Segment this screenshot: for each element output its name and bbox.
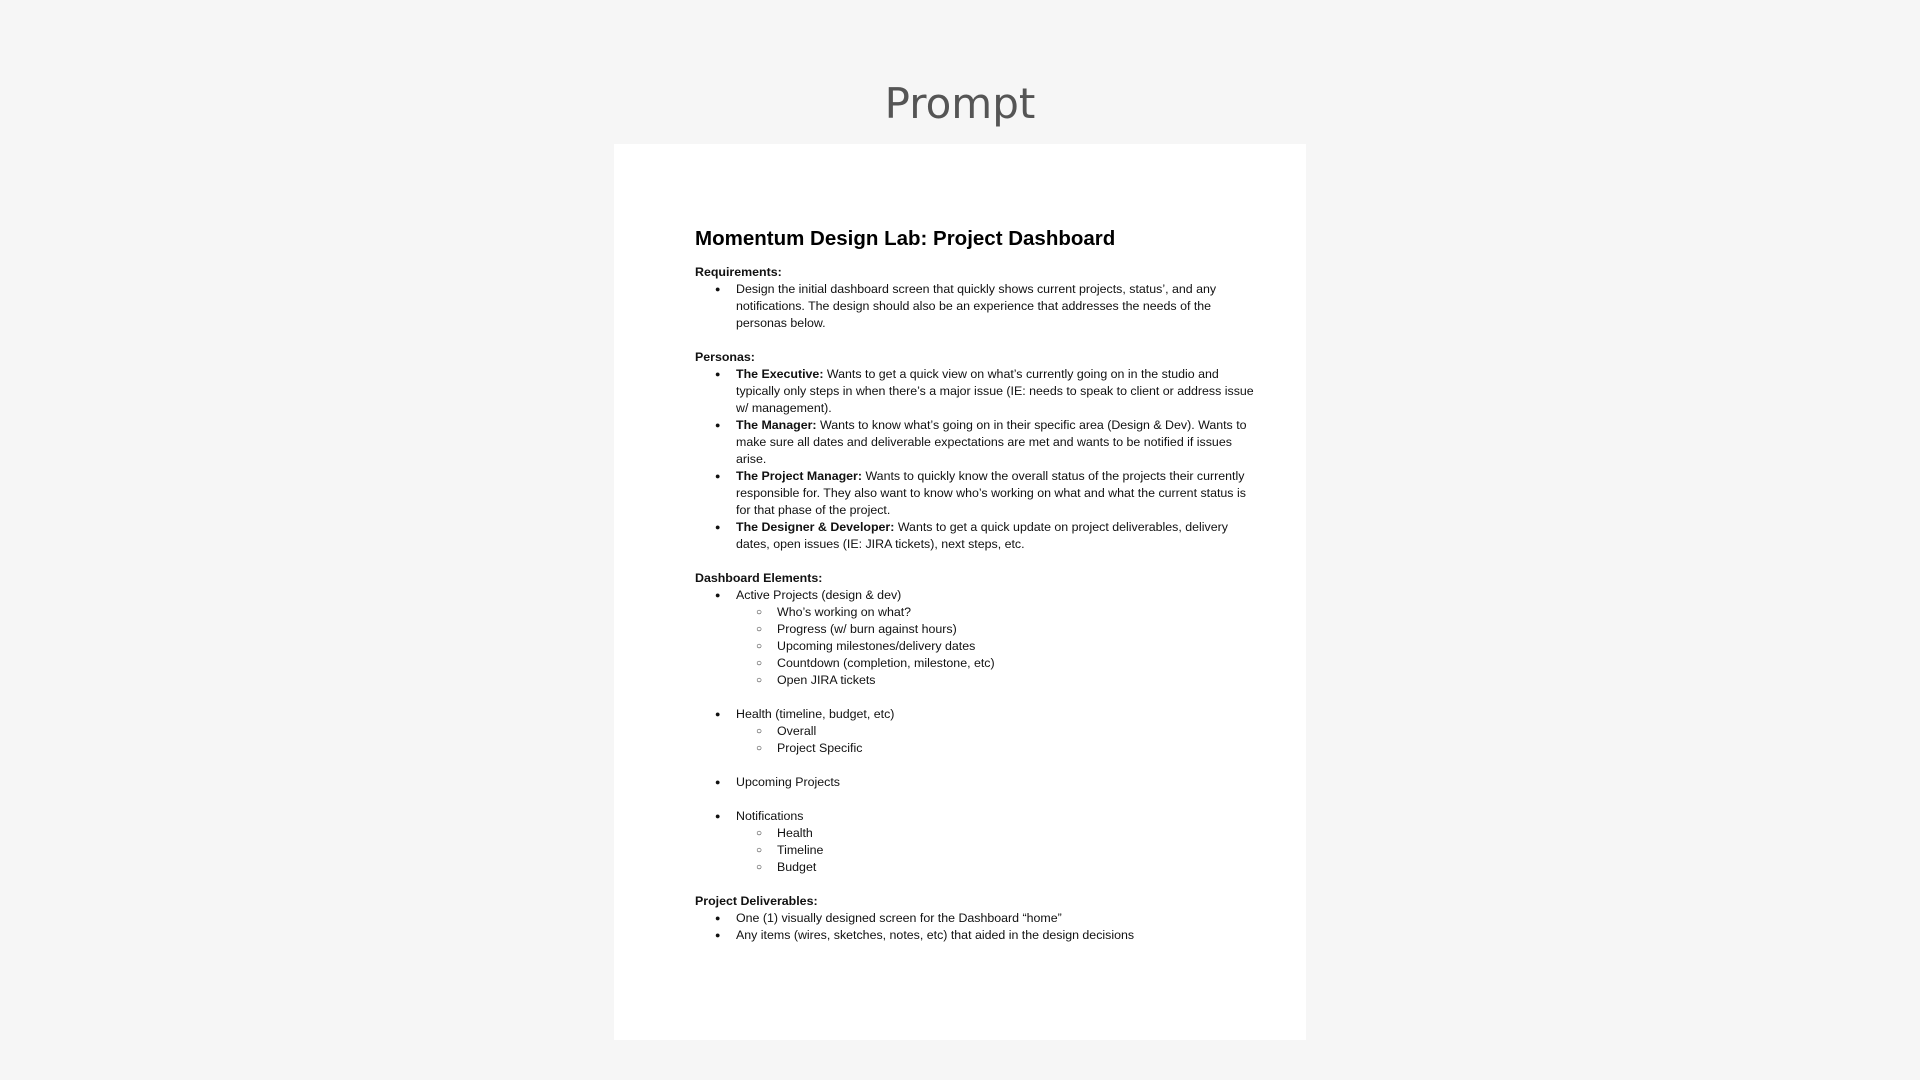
sublist-item: ○ Who’s working on what? — [736, 604, 1255, 621]
requirements-list — [695, 281, 1255, 332]
sublist-item: ○ Upcoming milestones/delivery dates — [736, 638, 1255, 655]
requirements-section — [695, 264, 1255, 332]
list-item-label: Upcoming Projects — [736, 775, 840, 789]
slide-title: Prompt — [884, 79, 1036, 128]
element-upcoming-projects — [695, 774, 1255, 791]
persona-executive — [695, 366, 1255, 417]
sublist-item: ○ Open JIRA tickets — [736, 672, 1255, 689]
list-item: ● Design the initial dashboard screen that quickly shows current projects, status’, and any notifications. The design should also be an experience that addresses the needs of the personas below. — [695, 281, 1255, 332]
persona-manager — [695, 417, 1255, 468]
document-content — [695, 226, 1255, 961]
list-item-label: Active Projects (design & dev) — [736, 588, 902, 602]
document-title: Momentum Design Lab: Project Dashboard — [695, 227, 1116, 250]
sublist — [736, 723, 1255, 757]
sublist — [736, 825, 1255, 876]
persona-name: The Project Manager: — [736, 469, 862, 483]
deliverables-section — [695, 893, 1255, 944]
dashboard-elements-section — [695, 570, 1255, 876]
deliverables-label: Project Deliverables: — [695, 894, 818, 908]
deliverables-list — [695, 910, 1255, 944]
persona-designer-developer — [695, 519, 1255, 553]
element-health — [695, 706, 1255, 757]
sublist-item: ○ Budget — [736, 859, 1255, 876]
sublist-item: ○ Countdown (completion, milestone, etc) — [736, 655, 1255, 672]
sublist-item: ○ Timeline — [736, 842, 1255, 859]
dashboard-elements-list — [695, 587, 1255, 876]
personas-section — [695, 349, 1255, 553]
sublist — [736, 604, 1255, 689]
list-item-label: Notifications — [736, 809, 804, 823]
personas-list — [695, 366, 1255, 553]
persona-description: Wants to know what’s going on in their specific area (Design & Dev). Wants to make sure all dates and deliverable expectations are met and wants to be notified if issues arise. — [736, 418, 1247, 466]
element-active-projects — [695, 587, 1255, 689]
list-item-label: Health (timeline, budget, etc) — [736, 707, 895, 721]
sublist-item: ○ Overall — [736, 723, 1255, 740]
persona-description: Wants to get a quick view on what’s currently going on in the studio and typically only steps in when there’s a major issue (IE: needs to speak to client or address issue w/ management). — [736, 367, 1254, 415]
document-page — [614, 144, 1306, 1040]
persona-description: Wants to get a quick update on project deliverables, delivery dates, open issues (IE: JIRA tickets), next steps, etc. — [736, 520, 1228, 551]
persona-name: The Executive: — [736, 367, 824, 381]
list-item: ● One (1) visually designed screen for the Dashboard “home” — [695, 910, 1255, 927]
dashboard-elements-label: Dashboard Elements: — [695, 571, 823, 585]
sublist-item: ○ Project Specific — [736, 740, 1255, 757]
persona-description: Wants to quickly know the overall status of the projects their currently responsible for. They also want to know who’s working on what and what the current status is for that phase of the project. — [736, 469, 1246, 517]
requirements-label: Requirements: — [695, 265, 782, 279]
persona-name: The Designer & Developer: — [736, 520, 895, 534]
sublist-item: ○ Health — [736, 825, 1255, 842]
persona-name: The Manager: — [736, 418, 817, 432]
element-notifications — [695, 808, 1255, 876]
sublist-item: ○ Progress (w/ burn against hours) — [736, 621, 1255, 638]
personas-label: Personas: — [695, 350, 755, 364]
persona-project-manager — [695, 468, 1255, 519]
list-item: ● Any items (wires, sketches, notes, etc) that aided in the design decisions — [695, 927, 1255, 944]
